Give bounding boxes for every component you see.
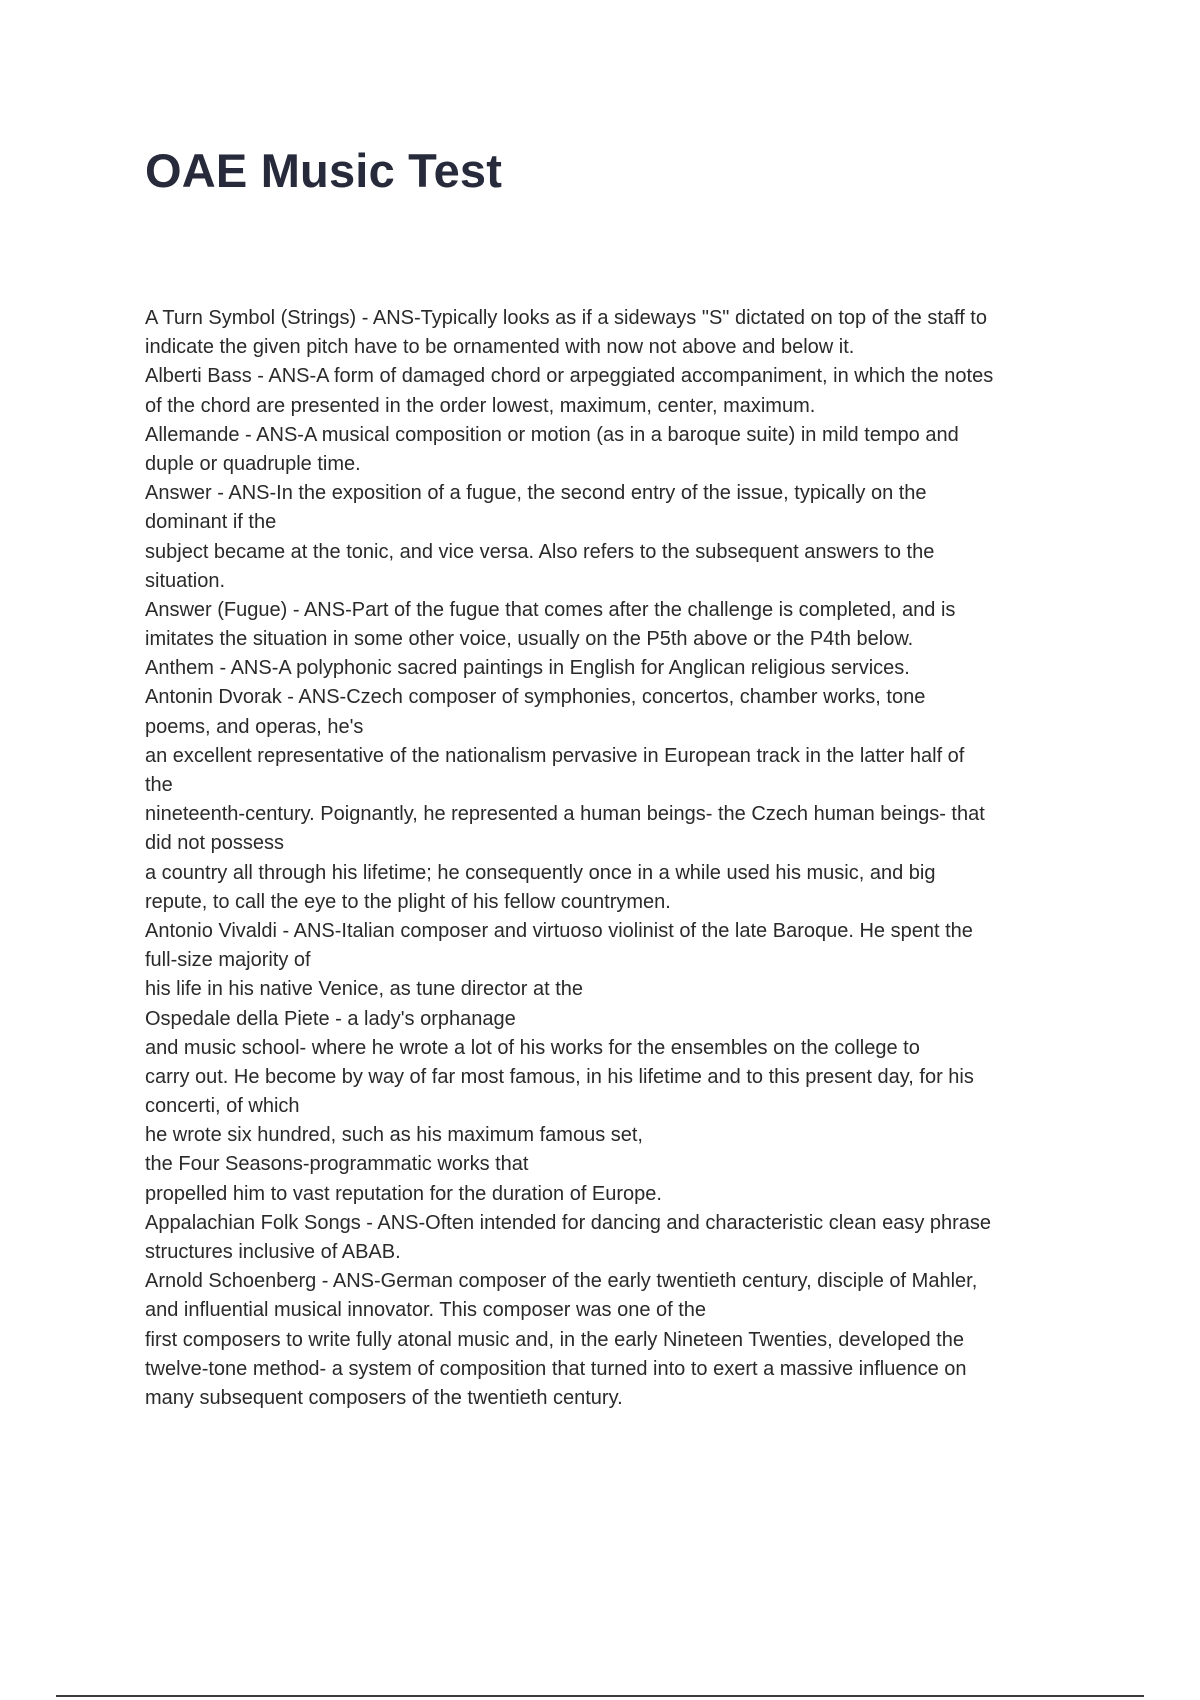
text-line: the xyxy=(145,774,173,796)
text-line: full-size majority of xyxy=(145,949,311,972)
text-line: he wrote six hundred, such as his maximum famous set, xyxy=(145,1124,643,1147)
text-line: duple or quadruple time. xyxy=(145,452,361,475)
text-line: Arnold Schoenberg - ANS-German composer of the early twentieth century, disciple of Mahler, xyxy=(145,1270,978,1293)
text-line: and influential musical innovator. This composer was one of the xyxy=(145,1299,707,1322)
text-line: an excellent representative of the nationalism pervasive in European track in the latter half of xyxy=(145,744,965,767)
text-line: carry out. He become by way of far most famous, in his lifetime and to this present day, for his xyxy=(145,1065,974,1088)
text-line: Antonio Vivaldi - ANS-Italian composer and virtuoso violinist of the late Baroque. He spent the xyxy=(145,919,973,942)
text-line: A Turn Symbol (Strings) - ANS-Typically looks as if a sideways "S" dictated on top of the staff to xyxy=(145,307,987,329)
text-line: subject became at the tonic, and vice versa. Also refers to the subsequent answers to the xyxy=(145,540,935,563)
document-body xyxy=(145,304,1095,1413)
text-line: repute, to call the eye to the plight of his fellow countrymen. xyxy=(145,890,671,913)
text-line: first composers to write fully atonal music and, in the early Nineteen Twenties, developed the xyxy=(145,1328,964,1351)
text-line: dominant if the xyxy=(145,511,277,534)
text-line: situation. xyxy=(145,569,226,592)
text-line: did not possess xyxy=(145,832,284,855)
text-line: imitates the situation in some other voice, usually on the P5th above or the P4th below. xyxy=(145,628,914,651)
text-line: of the chord are presented in the order lowest, maximum, center, maximum. xyxy=(145,394,816,417)
text-line: the Four Seasons-programmatic works that xyxy=(145,1153,529,1176)
text-line: concerti, of which xyxy=(145,1095,300,1118)
text-line: Antonin Dvorak - ANS-Czech composer of symphonies, concertos, chamber works, tone xyxy=(145,686,926,709)
text-line: Ospedale della Piete - a lady's orphanage xyxy=(145,1007,516,1030)
text-line: poems, and operas, he's xyxy=(145,715,364,738)
text-line: twelve-tone method- a system of composition that turned into to exert a massive influence on xyxy=(145,1357,967,1380)
text-line: and music school- where he wrote a lot of his works for the ensembles on the college to xyxy=(145,1036,920,1059)
text-line: his life in his native Venice, as tune director at the xyxy=(145,978,584,1001)
text-line: Answer (Fugue) - ANS-Part of the fugue that comes after the challenge is completed, and is xyxy=(145,598,956,621)
text-line: Appalachian Folk Songs - ANS-Often intended for dancing and characteristic clean easy phrase xyxy=(145,1211,992,1234)
text-line: structures inclusive of ABAB. xyxy=(145,1241,401,1263)
text-line: indicate the given pitch have to be ornamented with now not above and below it. xyxy=(145,336,855,359)
text-line: Allemande - ANS-A musical composition or motion (as in a baroque suite) in mild tempo and xyxy=(145,423,959,446)
page-title: OAE Music Test xyxy=(145,144,503,197)
text-line: Anthem - ANS-A polyphonic sacred paintings in English for Anglican religious services. xyxy=(145,657,910,680)
text-line: a country all through his lifetime; he consequently once in a while used his music, and big xyxy=(145,861,936,884)
text-line: many subsequent composers of the twentieth century. xyxy=(145,1386,623,1409)
text-line: Alberti Bass - ANS-A form of damaged chord or arpeggiated accompaniment, in which the notes xyxy=(145,365,994,388)
text-line: Answer - ANS-In the exposition of a fugue, the second entry of the issue, typically on the xyxy=(145,482,927,505)
text-line: nineteenth-century. Poignantly, he represented a human beings- the Czech human beings- that xyxy=(145,803,985,826)
footer-divider xyxy=(56,1695,1144,1697)
text-line: propelled him to vast reputation for the duration of Europe. xyxy=(145,1182,662,1205)
